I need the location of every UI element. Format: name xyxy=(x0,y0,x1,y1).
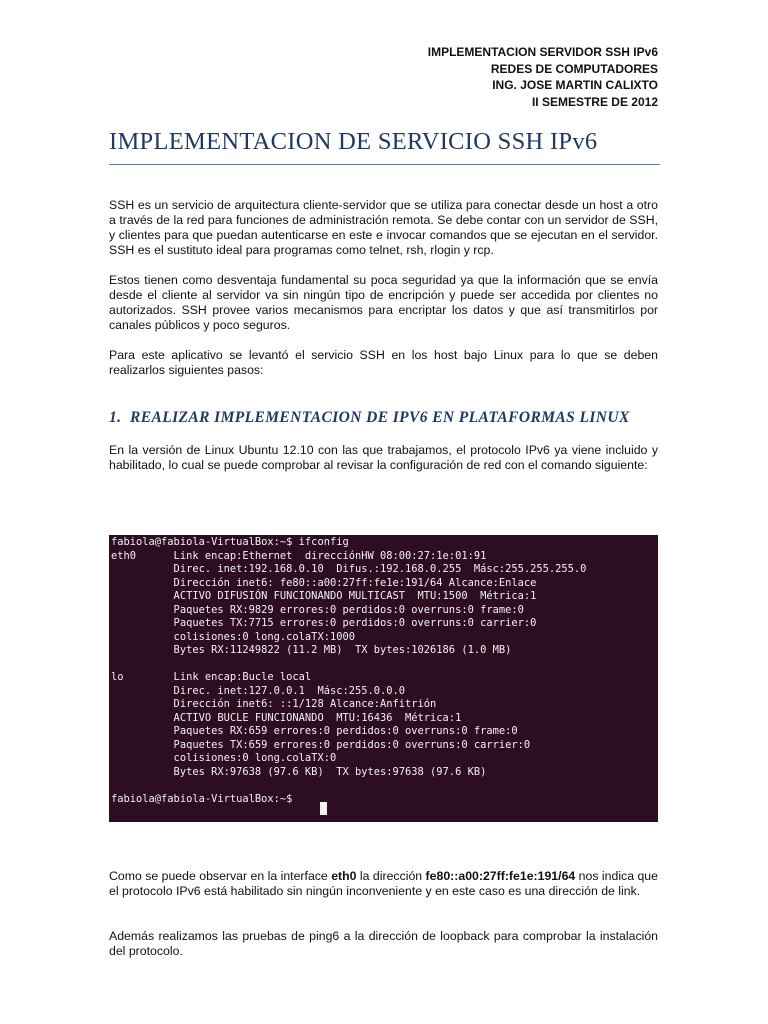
terminal-line: colisiones:0 long.colaTX:0 xyxy=(111,752,337,764)
terminal-line: Paquetes TX:7715 errores:0 perdidos:0 overruns:0 carrier:0 xyxy=(111,617,537,629)
terminal-line: ACTIVO DIFUSIÓN FUNCIONANDO MULTICAST MTU:1500 Métrica:1 xyxy=(111,590,537,602)
terminal-line xyxy=(111,779,658,793)
p5-text-3: nos indica que el protocolo IPv6 está habilitado sin ningún inconveniente y en este caso es una dirección de link. xyxy=(109,869,658,898)
terminal-line: lo Link encap:Bucle local xyxy=(111,671,312,683)
terminal-line xyxy=(111,658,658,672)
terminal-output xyxy=(109,535,658,806)
terminal-line: Bytes RX:11249822 (11.2 MB) TX bytes:1026186 (1.0 MB) xyxy=(111,644,512,656)
header-line-semester: II SEMESTRE DE 2012 xyxy=(531,94,658,109)
terminal-line: Paquetes RX:9829 errores:0 perdidos:0 overruns:0 frame:0 xyxy=(111,603,524,616)
terminal-line: Paquetes RX:659 errores:0 perdidos:0 overruns:0 frame:0 xyxy=(111,725,518,737)
interface-name: eth0 xyxy=(331,869,357,883)
header-line-course: IMPLEMENTACION SERVIDOR SSH IPv6 xyxy=(427,45,658,59)
terminal-screenshot xyxy=(109,535,658,822)
paragraph-ubuntu: En la versión de Linux Ubuntu 12.10 con las que trabajamos, el protocolo IPv6 ya viene incluido y habilitado, lo cual se puede comprobar al revisar la configuración de red con el comando siguiente: xyxy=(109,443,658,472)
p5-text-1: Como se puede observar en la interface xyxy=(109,869,332,883)
terminal-line: Bytes RX:97638 (97.6 KB) TX bytes:97638 (97.6 KB) xyxy=(111,765,487,778)
terminal-line: Direc. inet:192.168.0.10 Difus.:192.168.0.255 Másc:255.255.255.0 xyxy=(111,563,587,575)
terminal-prompt: fabiola@fabiola-VirtualBox:~$ xyxy=(111,792,299,805)
header-line-teacher: ING. JOSE MARTIN CALIXTO xyxy=(492,78,658,92)
terminal-line: fabiola@fabiola-VirtualBox:~$ ifconfig xyxy=(111,536,349,548)
paragraph-steps: Para este aplicativo se levantó el servicio SSH en los host bajo Linux para lo que se deben realizarlos siguientes pasos: xyxy=(109,348,658,377)
terminal-line: Paquetes TX:659 errores:0 perdidos:0 overruns:0 carrier:0 xyxy=(111,738,531,751)
section-heading-1 xyxy=(109,409,630,427)
terminal-line: Direc. inet:127.0.0.1 Másc:255.0.0.0 xyxy=(111,684,406,697)
paragraph-eth0-observation xyxy=(109,869,658,899)
paragraph-ssh-intro: SSH es un servicio de arquitectura cliente-servidor que se utiliza para conectar desde un host a otro a través de la red para funciones de administración remota. Se debe contar con un servidor de SSH, y clientes para que puedan autenticarse en este e invocar comandos que se ejecutan en el servidor. SSH es el sustituto ideal para programas como telnet, rsh, rlogin y rcp. xyxy=(109,198,658,257)
section-title: REALIZAR IMPLEMENTACION DE IPV6 EN PLATAFORMAS LINUX xyxy=(130,409,630,426)
document-title: IMPLEMENTACION DE SERVICIO SSH IPv6 xyxy=(109,128,598,155)
terminal-cursor xyxy=(320,802,327,815)
p5-text-2: la dirección xyxy=(356,869,426,883)
paragraph-ping6: Además realizamos las pruebas de ping6 a la dirección de loopback para comprobar la instalación del protocolo. xyxy=(109,929,658,958)
terminal-line: ACTIVO BUCLE FUNCIONANDO MTU:16436 Métrica:1 xyxy=(111,711,462,724)
title-underline xyxy=(109,164,660,165)
header-line-subject: REDES DE COMPUTADORES xyxy=(490,61,658,76)
terminal-line: colisiones:0 long.colaTX:1000 xyxy=(111,630,355,643)
section-number: 1. xyxy=(109,409,122,426)
ipv6-address: fe80::a00:27ff:fe1e:191/64 xyxy=(425,869,576,883)
document-header xyxy=(428,44,658,110)
terminal-line: Dirección inet6: ::1/128 Alcance:Anfitrión xyxy=(111,698,437,710)
terminal-line: Dirección inet6: fe80::a00:27ff:fe1e:191/64 Alcance:Enlace xyxy=(111,576,537,589)
terminal-line: eth0 Link encap:Ethernet direcciónHW 08:00:27:1e:01:91 xyxy=(111,549,487,562)
paragraph-security: Estos tienen como desventaja fundamental su poca seguridad ya que la información que se envía desde el cliente al servidor va sin ningún tipo de encripción y puede ser accedida por clientes no autorizados. SSH provee varios mecanismos para encriptar los datos y que así transmitirlos por canales públicos y poco seguros. xyxy=(109,273,658,332)
